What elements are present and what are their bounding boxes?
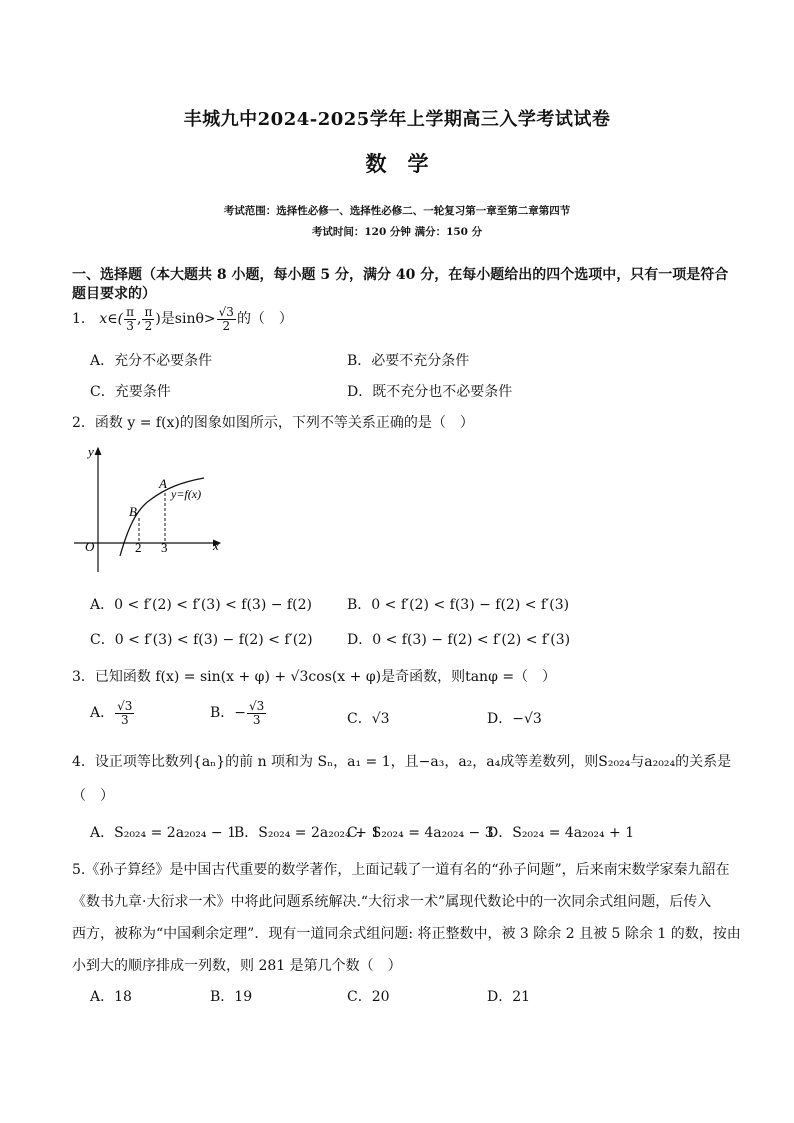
- q2-option-d[interactable]: D．0 < f(3) − f(2) < f′(2) < f′(3): [347, 632, 571, 648]
- section-heading-line1: 一、选择题（本大题共 8 小题，每小题 5 分，满分 40 分，在每小题给出的四个选项中，只有一项是符合: [72, 267, 729, 283]
- question-4-stem: 4．设正项等比数列{aₙ}的前 n 项和为 Sₙ，a₁ = 1，且−a₃，a₂，a₄成等差数列，则S₂₀₂₄与a₂₀₂₄的关系是: [72, 754, 732, 770]
- q3-option-a[interactable]: [90, 700, 135, 726]
- question-5-line3: 西方，被称为“中国剩余定理”．现有一道同余式组问题: 将正整数中，被 3 除余 2 且被 5 除余 1 的数，按由: [72, 926, 741, 942]
- exam-time: 考试时间：120 分钟 满分：150 分: [311, 226, 483, 238]
- tick-label-2: 2: [135, 540, 142, 555]
- q3-option-a-label: A．: [90, 705, 115, 722]
- q2-option-c[interactable]: C．0 < f′(3) < f(3) − f(2) < f′(2): [90, 632, 313, 648]
- q1-option-b[interactable]: B．必要不充分条件: [347, 353, 470, 369]
- q1-option-d[interactable]: D．既不充分也不必要条件: [347, 384, 513, 400]
- q4-option-c[interactable]: C．S₂₀₂₄ = 4a₂₀₂₄ − 3: [347, 825, 494, 841]
- question-5-line1: 5.《孙子算经》是中国古代重要的数学著作，上面记载了一道有名的“孙子问题”，后来南宋数学家秦九韶在: [72, 862, 730, 878]
- q4-option-a[interactable]: A．S₂₀₂₄ = 2a₂₀₂₄ − 1: [90, 825, 237, 841]
- question-1-stem: [72, 306, 293, 332]
- question-1-number: 1．: [72, 311, 95, 328]
- fraction-sqrt3-3-b: $\frac{√3}{3}$: [249, 699, 265, 727]
- fraction-sqrt3-3-a: $\frac{√3}{3}$: [117, 699, 133, 727]
- question-3-stem: 3．已知函数 f(x) = sin(x + φ) + √3cos(x + φ)是奇函数，则tanφ =（ ）: [72, 669, 557, 685]
- question-5-line4: 小到大的顺序排成一列数，则 281 是第几个数（ ）: [72, 958, 402, 974]
- q1-option-a[interactable]: A．充分不必要条件: [90, 353, 213, 369]
- fraction-pi-3: $\frac{\pi}{3}$: [126, 305, 134, 333]
- question-4-stem-cont: （ ）: [72, 788, 114, 804]
- question-1-post: 的（ ）: [236, 311, 293, 328]
- question-1-pre: x∈(: [99, 311, 124, 328]
- fraction-sqrt3-2: $\frac{√3}{2}$: [218, 305, 234, 333]
- exam-scope: 考试范围：选择性必修一、选择性必修二、一轮复习第一章至第二章第四节: [223, 205, 571, 217]
- function-graph: [70, 440, 230, 576]
- q1-option-c[interactable]: C．充要条件: [90, 384, 171, 400]
- fraction-pi-2: $\frac{\pi}{2}$: [144, 305, 153, 333]
- q5-option-c[interactable]: C．20: [347, 989, 390, 1005]
- q5-option-d[interactable]: D．21: [487, 989, 531, 1005]
- q3-option-b-label: B．−: [210, 705, 247, 722]
- question-2-stem: 2．函数 y = f(x)的图象如图所示，下列不等关系正确的是（ ）: [72, 415, 474, 431]
- q5-option-a[interactable]: A．18: [90, 989, 132, 1005]
- point-b-label: B: [129, 504, 137, 519]
- curve-label: y=f(x): [171, 487, 202, 501]
- tick-label-3: 3: [161, 540, 168, 555]
- q3-option-c[interactable]: C．√3: [347, 711, 390, 727]
- subject-title: 数 学: [365, 151, 429, 176]
- point-a-label: A: [159, 476, 167, 491]
- origin-label: O: [85, 539, 95, 554]
- exam-title: 丰城九中2024-2025学年上学期高三入学考试试卷: [183, 109, 611, 130]
- q4-option-d[interactable]: D．S₂₀₂₄ = 4a₂₀₂₄ + 1: [487, 825, 635, 841]
- q3-option-d[interactable]: D．−√3: [487, 711, 542, 727]
- comma: ,: [137, 311, 142, 328]
- q2-option-a[interactable]: A．0 < f′(2) < f′(3) < f(3) − f(2): [90, 597, 312, 613]
- q2-option-b[interactable]: B．0 < f′(2) < f(3) − f(2) < f′(3): [347, 597, 570, 613]
- question-5-line2: 《数书九章·大衍求一术》中将此问题系统解决.“大衍求一术”属现代数论中的一次同余式组问题，后传入: [72, 894, 712, 910]
- x-axis-label: x: [213, 538, 219, 553]
- q5-option-b[interactable]: B．19: [210, 989, 253, 1005]
- q3-option-b[interactable]: [210, 700, 267, 726]
- section-heading-line2: 题目要求的）: [72, 286, 156, 302]
- question-1-mid: )是sinθ>: [155, 311, 216, 328]
- q4-option-b[interactable]: B．S₂₀₂₄ = 2a₂₀₂₄ + 1: [234, 825, 381, 841]
- y-axis-label: y: [88, 444, 94, 459]
